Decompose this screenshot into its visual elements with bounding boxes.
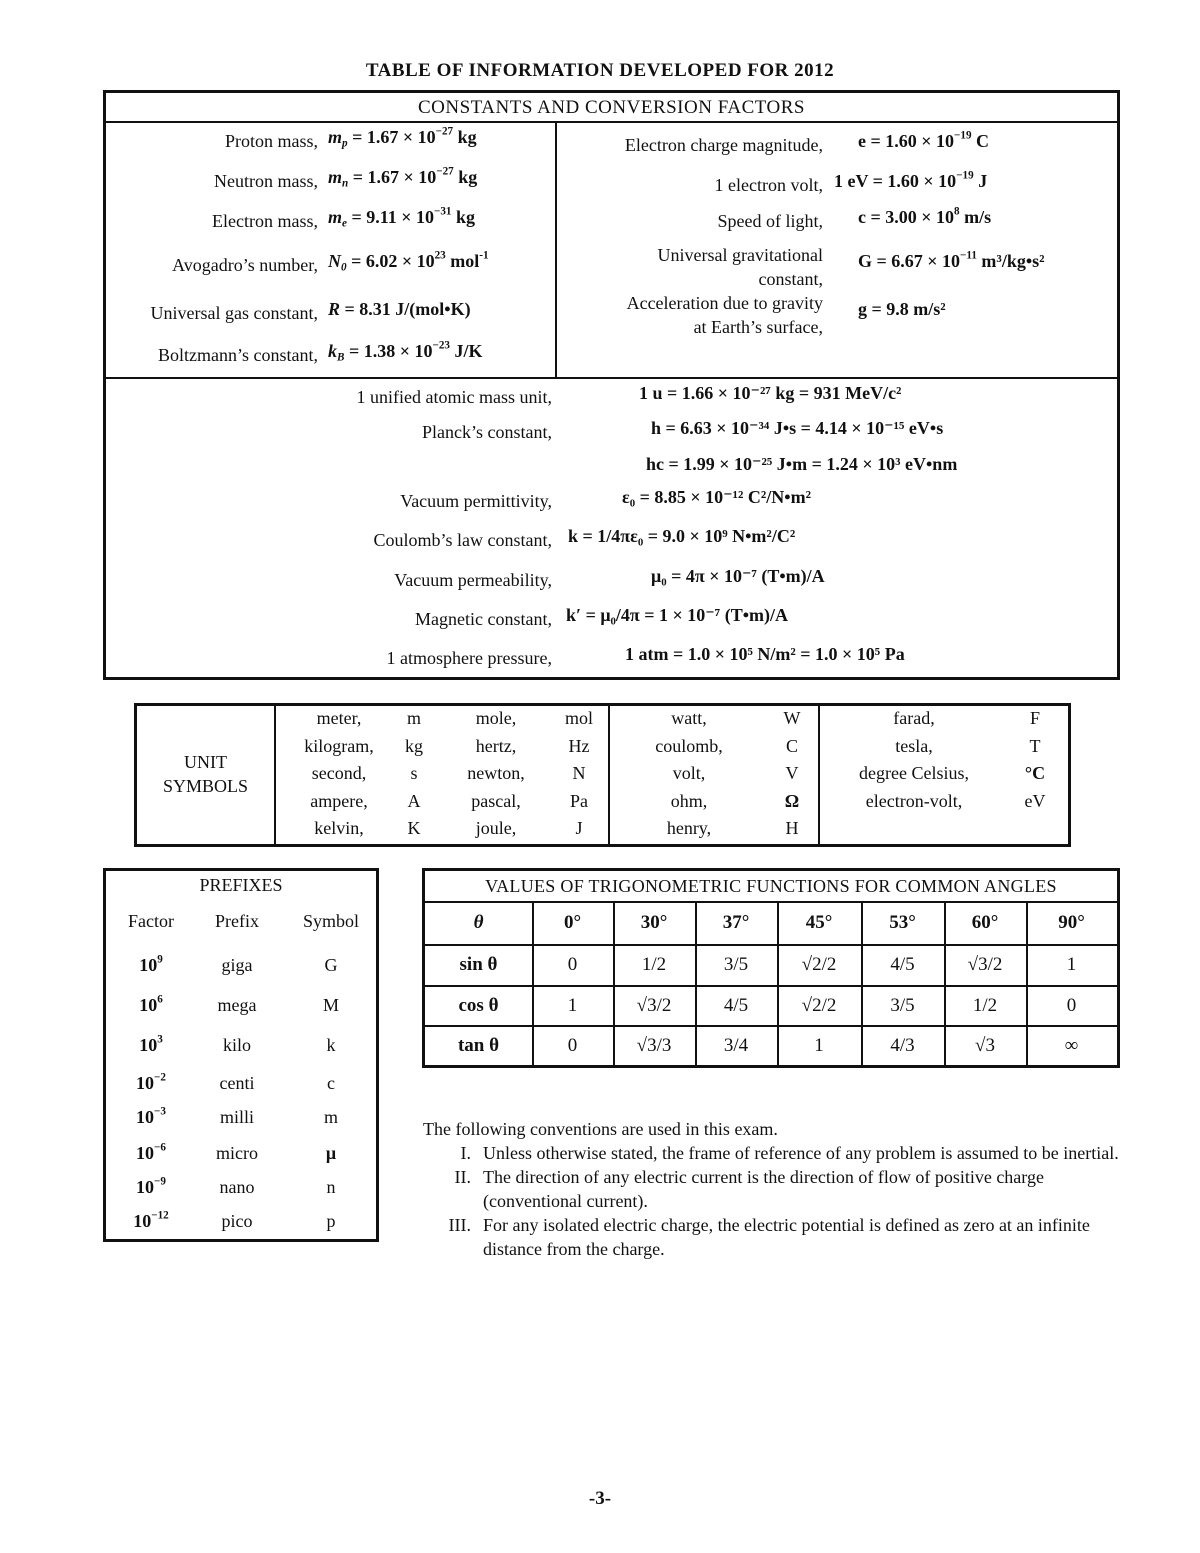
trig-angle: 0° [563, 912, 582, 933]
unit-symbol: F [1029, 708, 1040, 728]
prefix-name: micro [216, 1143, 258, 1163]
constant-value: h = 6.63 × 10⁻³⁴ J•s = 4.14 × 10⁻¹⁵ eV•s [651, 418, 944, 438]
prefixes-header: PREFIXES [199, 875, 283, 895]
unit-symbol: N [572, 763, 586, 783]
prefix-factor: $10^{-3}$ [136, 1105, 166, 1127]
unit-symbol: A [407, 790, 421, 811]
constant-symbol: m [328, 127, 343, 147]
trig-value: 0 [567, 1035, 578, 1056]
constant-label-line: Universal gravitational [657, 245, 823, 265]
unit-name: newton, [467, 763, 525, 783]
unit-symbol: C [785, 735, 798, 756]
prefixes-col-prefix: Prefix [215, 911, 259, 931]
trig-value: 0 [567, 954, 578, 975]
prefixes-col-factor: Factor [128, 911, 174, 931]
constant-value [328, 207, 475, 228]
trig-value: 0 [1066, 995, 1077, 1016]
constant-subscript: p [342, 137, 348, 150]
trig-value: √3/2 [967, 954, 1003, 975]
prefix-name: kilo [222, 1035, 251, 1055]
constant-label: 1 atmosphere pressure, [386, 648, 552, 668]
constant-label: Vacuum permittivity, [400, 491, 552, 511]
trig-value: 1/2 [972, 995, 998, 1016]
constant-label: Neutron mass, [214, 171, 318, 191]
convention-item [423, 1165, 1143, 1213]
constant-value [328, 251, 489, 272]
trig-function-label: tan θ [457, 1035, 500, 1056]
trig-angle: 30° [640, 912, 668, 933]
prefix-name: giga [221, 955, 253, 975]
trig-theta-header: θ [473, 912, 484, 933]
unit-symbol: H [785, 818, 799, 838]
constants-header: CONSTANTS AND CONVERSION FACTORS [106, 93, 1117, 123]
trig-value: 4/3 [890, 1035, 915, 1056]
trig-value: √3 [975, 1035, 995, 1056]
constant-label: Universal gas constant, [150, 303, 318, 323]
prefix-symbol: c [327, 1073, 335, 1093]
unit-symbol: kg [405, 735, 423, 756]
constant-exponent: −19 [956, 169, 974, 182]
constant-symbol: N [328, 251, 341, 271]
constant-unit: kg [456, 207, 476, 227]
constant-exponent: −27 [435, 125, 454, 138]
constant-label: Planck’s constant, [422, 422, 552, 442]
prefix-symbol: G [324, 955, 338, 975]
prefix-factor: $10^{-2}$ [136, 1071, 166, 1093]
constant-unit: m/s [964, 207, 992, 227]
prefix-symbol: n [326, 1177, 336, 1197]
trig-grid-line [425, 1025, 1117, 1027]
unit-symbol: K [407, 818, 421, 838]
constant-unit: kg [458, 167, 478, 187]
unit-symbol: eV [1024, 790, 1046, 811]
prefix-symbol: k [326, 1035, 336, 1055]
prefixes-table [103, 868, 379, 1242]
constant-equation: = 1.67 × 10 [352, 167, 437, 187]
trig-value: 3/5 [890, 995, 915, 1016]
constant-value: hc = 1.99 × 10⁻²⁵ J•m = 1.24 × 10³ eV•nm [646, 454, 958, 474]
prefix-name: nano [219, 1177, 255, 1197]
unit-name: joule, [475, 818, 517, 838]
conventions-intro: The following conventions are used in this exam. [423, 1119, 778, 1139]
trig-value: 1 [1066, 954, 1077, 975]
constant-equation: = 1.38 × 10 [348, 341, 433, 361]
prefix-exponent: −6 [154, 1141, 166, 1154]
prefix-symbol: p [326, 1211, 336, 1231]
convention-text: The direction of any electric current is the direction of flow of positive charge (conventional current). [483, 1167, 1044, 1211]
prefix-factor: $10^9$ [139, 953, 163, 975]
constant-label: Electron charge magnitude, [624, 135, 823, 155]
unit-symbols-header [137, 750, 274, 798]
convention-text: Unless otherwise stated, the frame of reference of any problem is assumed to be inertial. [483, 1143, 1119, 1163]
unit-name: electron-volt, [865, 790, 963, 811]
prefix-factor: $10^3$ [139, 1033, 163, 1055]
constant-label-line: at Earth’s surface, [693, 317, 823, 337]
convention-item [423, 1141, 1143, 1165]
trig-angle: 60° [971, 912, 999, 933]
prefix-factor: $10^{-6}$ [136, 1141, 166, 1163]
trig-value: 3/5 [723, 954, 749, 975]
prefix-name: mega [217, 995, 257, 1015]
trig-value: √2/2 [801, 954, 837, 975]
constant-value [328, 341, 483, 362]
unit-name: degree Celsius, [859, 763, 969, 783]
constant-value: μ₀ = 4π × 10⁻⁷ (T•m)/A [651, 566, 825, 586]
constant-exponent: 8 [954, 205, 960, 218]
trig-value: 1 [567, 995, 578, 1016]
unit-name: kelvin, [314, 818, 364, 838]
constant-label: Coulomb’s law constant, [373, 530, 552, 550]
constant-label-line: Acceleration due to gravity [626, 293, 823, 313]
constant-label: Speed of light, [717, 211, 823, 231]
unit-symbol: Pa [570, 790, 588, 811]
unit-name: coulomb, [655, 735, 723, 756]
unit-name: volt, [672, 763, 706, 783]
prefix-exponent: 3 [157, 1033, 163, 1046]
constant-unit-exponent: -1 [479, 249, 489, 262]
constant-label: 1 unified atomic mass unit, [356, 387, 552, 407]
trig-value: 4/5 [723, 995, 749, 1016]
unit-name: watt, [671, 708, 707, 728]
unit-name: farad, [893, 708, 935, 728]
constant-label: Boltzmann’s constant, [158, 345, 318, 365]
constant-value [858, 207, 991, 228]
trig-angle: 37° [722, 912, 750, 933]
constant-value [834, 171, 987, 192]
prefix-name: centi [219, 1073, 255, 1093]
constant-subscript: n [342, 177, 349, 190]
constants-table [103, 90, 1120, 680]
constant-unit: C [976, 131, 990, 151]
trig-function-label: sin θ [459, 954, 498, 975]
constant-symbol: m [328, 167, 343, 187]
prefix-factor: $10^{-9}$ [136, 1175, 166, 1197]
unit-name: pascal, [471, 790, 521, 811]
constant-subscript: B [337, 351, 345, 364]
trig-value: 4/5 [890, 954, 915, 975]
constant-unit: J [978, 171, 988, 191]
constant-equation: c = 3.00 × 10 [858, 207, 955, 227]
constant-label: Electron mass, [212, 211, 318, 231]
constant-unit: J/K [454, 341, 483, 361]
prefix-exponent: 9 [157, 953, 163, 966]
unit-symbols-table [134, 703, 1071, 847]
constant-exponent: −31 [434, 205, 452, 218]
unit-symbol: W [783, 708, 801, 728]
unit-symbol: T [1029, 735, 1041, 756]
prefix-exponent: −2 [154, 1071, 166, 1084]
prefix-name: pico [221, 1211, 253, 1231]
constant-label: Vacuum permeability, [394, 570, 552, 590]
constant-subscript: 0 [341, 261, 347, 274]
unit-name: ampere, [310, 790, 368, 811]
constant-equation: = 8.31 [344, 299, 391, 319]
trig-angle: 53° [889, 912, 916, 933]
trig-value: 3/4 [723, 1035, 749, 1056]
constants-divider [106, 377, 1117, 379]
convention-text: For any isolated electric charge, the electric potential is defined as zero at an infinite distance from the charge. [483, 1215, 1090, 1259]
page-title: TABLE OF INFORMATION DEVELOPED FOR 2012 [365, 60, 835, 81]
trig-function-label: cos θ [458, 995, 499, 1016]
prefix-name: milli [219, 1107, 254, 1127]
constant-value [328, 299, 471, 320]
trig-value: ∞ [1064, 1035, 1079, 1056]
prefix-symbol: μ [325, 1143, 337, 1163]
unit-name: hertz, [475, 735, 517, 756]
unit-name: tesla, [895, 735, 933, 756]
constant-symbol: k [328, 341, 337, 361]
constant-exponent: −23 [432, 339, 450, 352]
unit-name: kilogram, [304, 735, 374, 756]
unit-symbol: V [785, 763, 799, 783]
unit-symbol: mol [564, 708, 593, 728]
constant-label-line: constant, [758, 269, 823, 289]
prefix-exponent: −9 [154, 1175, 166, 1188]
unit-symbols-header-line: SYMBOLS [162, 776, 249, 796]
trig-header: VALUES OF TRIGONOMETRIC FUNCTIONS FOR COMMON ANGLES [485, 876, 1057, 896]
constant-equation: G = 6.67 × 10 [858, 251, 961, 271]
unit-name: ohm, [670, 790, 708, 811]
unit-name: second, [311, 763, 367, 783]
constant-value [328, 167, 477, 188]
constant-value: ε₀ = 8.85 × 10⁻¹² C²/N•m² [622, 487, 811, 507]
unit-symbol: J [575, 818, 583, 838]
prefix-exponent: −3 [154, 1105, 166, 1118]
unit-symbol: °C [1024, 763, 1046, 783]
constant-label: Proton mass, [224, 131, 318, 151]
constant-value [858, 251, 1045, 272]
trig-angle: 45° [805, 912, 833, 933]
constants-divider [555, 123, 557, 377]
prefix-exponent: −12 [151, 1209, 169, 1222]
constant-exponent: 23 [434, 249, 446, 262]
prefix-symbol: m [323, 1107, 338, 1127]
unit-symbols-header-line: UNIT [184, 752, 227, 772]
constant-equation: g = 9.8 [858, 299, 909, 319]
constant-unit: m³/kg•s² [981, 251, 1045, 271]
prefix-factor: $10^{-12}$ [133, 1209, 169, 1231]
trig-value: √2/2 [801, 995, 837, 1016]
prefix-exponent: 6 [157, 993, 163, 1006]
page-number: -3- [588, 1488, 612, 1509]
constant-label: 1 electron volt, [714, 175, 823, 195]
constant-label [561, 243, 823, 291]
constant-symbol: R [328, 299, 341, 319]
convention-number: II. [454, 1167, 471, 1187]
trig-angle: 90° [1058, 912, 1085, 933]
constant-value: k′ = μ₀/4π = 1 × 10⁻⁷ (T•m)/A [566, 605, 788, 625]
constant-unit: J/(mol•K) [395, 299, 471, 319]
constant-value [858, 299, 946, 320]
constant-value [858, 131, 989, 152]
constant-value: k = 1/4πε₀ = 9.0 × 10⁹ N•m²/C² [568, 526, 796, 546]
constant-value: 1 atm = 1.0 × 10⁵ N/m² = 1.0 × 10⁵ Pa [625, 644, 905, 664]
unit-symbol: Ω [784, 790, 800, 811]
constant-value [328, 127, 477, 148]
constant-subscript: e [342, 217, 347, 230]
constant-unit: m/s² [913, 299, 946, 319]
constant-equation: 1 eV = 1.60 × 10 [834, 171, 957, 191]
unit-symbol: m [406, 708, 421, 728]
constant-label: Magnetic constant, [415, 609, 552, 629]
constant-exponent: −11 [960, 249, 977, 262]
trig-table [422, 868, 1120, 1068]
prefix-factor: $10^6$ [139, 993, 163, 1015]
convention-item [423, 1213, 1143, 1261]
convention-number: III. [448, 1215, 471, 1235]
constant-equation: e = 1.60 × 10 [858, 131, 955, 151]
trig-grid-line [425, 985, 1117, 987]
constant-unit: kg [457, 127, 477, 147]
unit-symbol: Hz [568, 735, 590, 756]
constant-symbol: m [328, 207, 343, 227]
trig-value: √3/3 [636, 1035, 672, 1056]
unit-name: henry, [666, 818, 712, 838]
trig-value: √3/2 [636, 995, 672, 1016]
convention-number: I. [460, 1143, 471, 1163]
unit-name: mole, [475, 708, 517, 728]
constant-exponent: −19 [954, 129, 972, 142]
trig-value: 1 [814, 1035, 824, 1056]
trig-grid-line [425, 901, 1117, 903]
trig-value: 1/2 [641, 954, 667, 975]
prefix-symbol: M [322, 995, 339, 1015]
prefixes-col-symbol: Symbol [302, 911, 359, 931]
constant-label [561, 291, 823, 339]
constant-value: 1 u = 1.66 × 10⁻²⁷ kg = 931 MeV/c² [639, 383, 902, 403]
constant-unit: mol [450, 251, 480, 271]
constant-equation: = 1.67 × 10 [352, 127, 436, 147]
constant-label: Avogadro’s number, [172, 255, 318, 275]
constant-equation: = 6.02 × 10 [351, 251, 435, 271]
trig-grid-line [425, 944, 1117, 946]
unit-name: meter, [316, 708, 362, 728]
constant-exponent: −27 [436, 165, 454, 178]
constant-equation: = 9.11 × 10 [351, 207, 434, 227]
unit-symbol: s [410, 763, 418, 783]
conventions [423, 1117, 1143, 1261]
